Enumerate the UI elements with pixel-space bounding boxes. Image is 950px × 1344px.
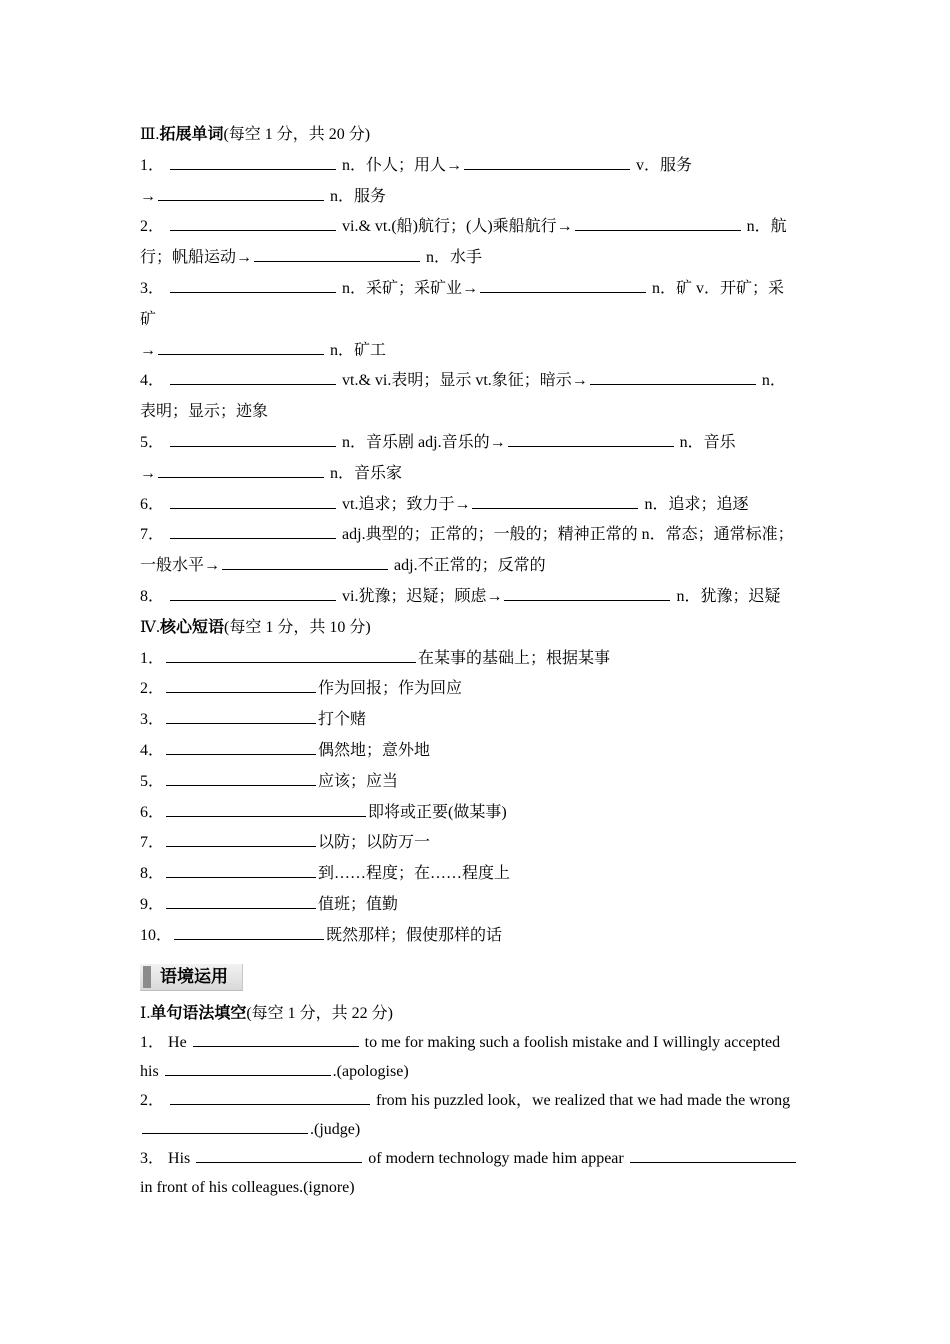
arrow-text: →: [140, 187, 156, 205]
grammar-item-3-line-1: [140, 1144, 820, 1173]
phrase-item-2: [140, 674, 820, 705]
section-1-note: (每空 1 分，共 22 分): [246, 1004, 394, 1022]
item-number: 8．: [140, 587, 165, 605]
answer-blank[interactable]: [254, 243, 420, 262]
tag-bar-decoration: [143, 966, 151, 988]
word-definition: n．服务: [330, 187, 387, 205]
word-definition: n．追求；追逐: [644, 495, 749, 513]
word-definition: 表明；显示；迹象: [140, 403, 269, 421]
answer-blank[interactable]: [142, 1115, 308, 1134]
answer-blank[interactable]: [170, 212, 336, 231]
word-definition: n．矿工: [330, 341, 387, 359]
word-item-4-line-1: [140, 366, 820, 397]
sentence-text: .(judge): [310, 1120, 361, 1138]
arrow-text: →: [140, 464, 156, 482]
phrase-meaning: 作为回报；作为回应: [318, 680, 463, 698]
answer-blank[interactable]: [166, 644, 416, 663]
word-item-2-line-1: [140, 212, 820, 243]
phrase-meaning: 应该；应当: [318, 772, 399, 790]
phrase-item-1: [140, 644, 820, 675]
phrase-meaning: 打个赌: [318, 711, 367, 729]
answer-blank[interactable]: [472, 490, 638, 509]
answer-blank[interactable]: [222, 551, 388, 570]
item-number: 1．: [140, 1033, 165, 1051]
section-3-number: Ⅲ.: [140, 126, 160, 143]
word-item-1-line-2: [140, 182, 820, 213]
sentence-text: His: [168, 1149, 191, 1167]
section-4-title: 核心短语: [159, 618, 224, 636]
word-item-7-line-2: [140, 551, 820, 582]
answer-blank[interactable]: [464, 151, 630, 170]
item-number: 2．: [140, 218, 165, 236]
word-item-5-line-2: [140, 459, 820, 490]
phrase-meaning: 在某事的基础上；根据某事: [418, 649, 611, 667]
phrase-item-8: [140, 859, 820, 890]
word-definition: n．航: [746, 218, 787, 236]
sentence-text: to me for making such a foolish mistake and I willingly accepted: [364, 1033, 781, 1051]
answer-blank[interactable]: [630, 1144, 796, 1163]
answer-blank[interactable]: [575, 212, 741, 231]
item-number: 7．: [140, 526, 165, 544]
item-number: 3．: [140, 279, 165, 297]
section-4-heading: [140, 613, 820, 644]
phrase-meaning: 偶然地；意外地: [318, 741, 431, 759]
answer-blank[interactable]: [170, 366, 336, 385]
word-definition: 一般水平→: [140, 557, 221, 575]
answer-blank[interactable]: [170, 151, 336, 170]
item-number: 10．: [140, 926, 173, 944]
word-definition: n．音乐剧 adj.音乐的→: [342, 433, 506, 451]
answer-blank[interactable]: [504, 582, 670, 601]
grammar-item-1-line-2: [140, 1057, 820, 1086]
word-definition: n．: [761, 372, 786, 390]
section-3-heading: [140, 120, 820, 151]
word-item-1-line-1: [140, 151, 820, 182]
grammar-item-2-line-2: [140, 1115, 820, 1144]
word-definition: n．采矿；采矿业→: [342, 279, 479, 297]
section-4-number: Ⅳ.: [140, 618, 160, 636]
answer-blank[interactable]: [166, 736, 316, 755]
sentence-text: from his puzzled look，we realized that we had made the wrong: [376, 1091, 791, 1109]
answer-blank[interactable]: [166, 767, 316, 786]
answer-blank[interactable]: [170, 428, 336, 447]
answer-blank[interactable]: [166, 705, 316, 724]
phrase-meaning: 值班；值勤: [318, 895, 399, 913]
word-definition: vt.& vi.表明；显示 vt.象征；暗示→: [342, 372, 588, 390]
phrase-item-3: [140, 705, 820, 736]
item-number: 3．: [140, 711, 165, 729]
sentence-text: of modern technology made him appear: [368, 1149, 624, 1167]
section-1-title: 单句语法填空: [150, 1004, 247, 1022]
phrase-item-7: [140, 828, 820, 859]
answer-blank[interactable]: [158, 336, 324, 355]
answer-blank[interactable]: [166, 674, 316, 693]
answer-blank[interactable]: [166, 859, 316, 878]
phrase-item-5: [140, 767, 820, 798]
phrase-meaning: 既然那样；假使那样的话: [326, 926, 503, 944]
item-number: 1．: [140, 156, 165, 174]
answer-blank[interactable]: [170, 490, 336, 509]
answer-blank[interactable]: [158, 182, 324, 201]
answer-blank[interactable]: [590, 366, 756, 385]
usage-section-title: 语境运用: [160, 966, 228, 986]
item-number: 6．: [140, 495, 165, 513]
phrase-meaning: 到……程度；在……程度上: [318, 865, 511, 883]
section-1-number: Ⅰ.: [140, 1004, 151, 1022]
answer-blank[interactable]: [174, 921, 324, 940]
sentence-text: in front of his colleagues.(ignore): [140, 1178, 355, 1196]
item-number: 5．: [140, 772, 165, 790]
word-item-3-line-1: [140, 274, 820, 305]
sentence-text: He: [168, 1033, 187, 1051]
word-item-3-line-3: [140, 336, 820, 367]
word-item-3-line-2: [140, 305, 820, 336]
answer-blank[interactable]: [158, 459, 324, 478]
sentence-text: his: [140, 1062, 159, 1080]
item-number: 2．: [140, 680, 165, 698]
word-definition: v．服务: [636, 156, 693, 174]
answer-blank[interactable]: [166, 828, 316, 847]
section-4-note: (每空 1 分，共 10 分): [224, 618, 371, 636]
answer-blank[interactable]: [165, 1057, 331, 1076]
phrase-item-4: [140, 736, 820, 767]
worksheet-page: [140, 120, 820, 1202]
section-3-title: 拓展单词: [159, 126, 224, 143]
answer-blank[interactable]: [170, 582, 336, 601]
answer-blank[interactable]: [196, 1144, 362, 1163]
answer-blank[interactable]: [166, 798, 366, 817]
item-number: 9．: [140, 895, 165, 913]
word-definition: 矿: [140, 310, 157, 328]
word-definition: vi.犹豫；迟疑；顾虑→: [342, 587, 503, 605]
answer-blank[interactable]: [166, 890, 316, 909]
item-number: 4．: [140, 372, 165, 390]
item-number: 1．: [140, 649, 165, 667]
grammar-item-1-line-1: [140, 1028, 820, 1057]
word-item-8-line-1: [140, 582, 820, 613]
answer-blank[interactable]: [193, 1028, 359, 1047]
answer-blank[interactable]: [170, 520, 336, 539]
word-item-2-line-2: [140, 243, 820, 274]
word-definition: vi.& vt.(船)航行；(人)乘船航行→: [342, 218, 573, 236]
section-1-heading: [140, 999, 820, 1028]
word-definition: n．矿 v．开矿；采: [652, 279, 785, 297]
item-number: 6．: [140, 803, 165, 821]
grammar-item-3-line-2: [140, 1173, 820, 1202]
item-number: 7．: [140, 834, 165, 852]
word-item-7-line-1: [140, 520, 820, 551]
phrase-item-9: [140, 890, 820, 921]
word-definition: n．音乐: [679, 433, 736, 451]
answer-blank[interactable]: [480, 274, 646, 293]
answer-blank[interactable]: [508, 428, 674, 447]
phrase-item-10: [140, 921, 820, 952]
word-definition: n．仆人；用人→: [342, 156, 463, 174]
arrow-text: →: [140, 341, 156, 359]
word-item-4-line-2: [140, 397, 820, 428]
answer-blank[interactable]: [170, 274, 336, 293]
phrase-meaning: 以防；以防万一: [318, 834, 431, 852]
sentence-text: .(apologise): [332, 1062, 409, 1080]
word-definition: adj.不正常的；反常的: [394, 557, 546, 575]
word-item-6-line-1: [140, 490, 820, 521]
section-3-note: (每空 1 分，共 20 分): [223, 126, 371, 143]
item-number: 8．: [140, 865, 165, 883]
word-item-5-line-1: [140, 428, 820, 459]
word-definition: adj.典型的；正常的；一般的；精神正常的 n．常态；通常标准；: [342, 526, 794, 544]
phrase-meaning: 即将或正要(做某事): [368, 803, 507, 821]
word-definition: n．音乐家: [330, 464, 403, 482]
word-definition: n．水手: [426, 249, 483, 267]
word-definition: n．犹豫；迟疑: [676, 587, 781, 605]
item-number: 4．: [140, 741, 165, 759]
word-definition: 行；帆船运动→: [140, 249, 253, 267]
usage-section-tag: [140, 964, 243, 991]
grammar-item-2-line-1: [140, 1086, 820, 1115]
word-definition: vt.追求；致力于→: [342, 495, 471, 513]
item-number: 2．: [140, 1091, 165, 1109]
answer-blank[interactable]: [170, 1086, 370, 1105]
item-number: 3．: [140, 1149, 165, 1167]
item-number: 5．: [140, 433, 165, 451]
phrase-item-6: [140, 798, 820, 829]
